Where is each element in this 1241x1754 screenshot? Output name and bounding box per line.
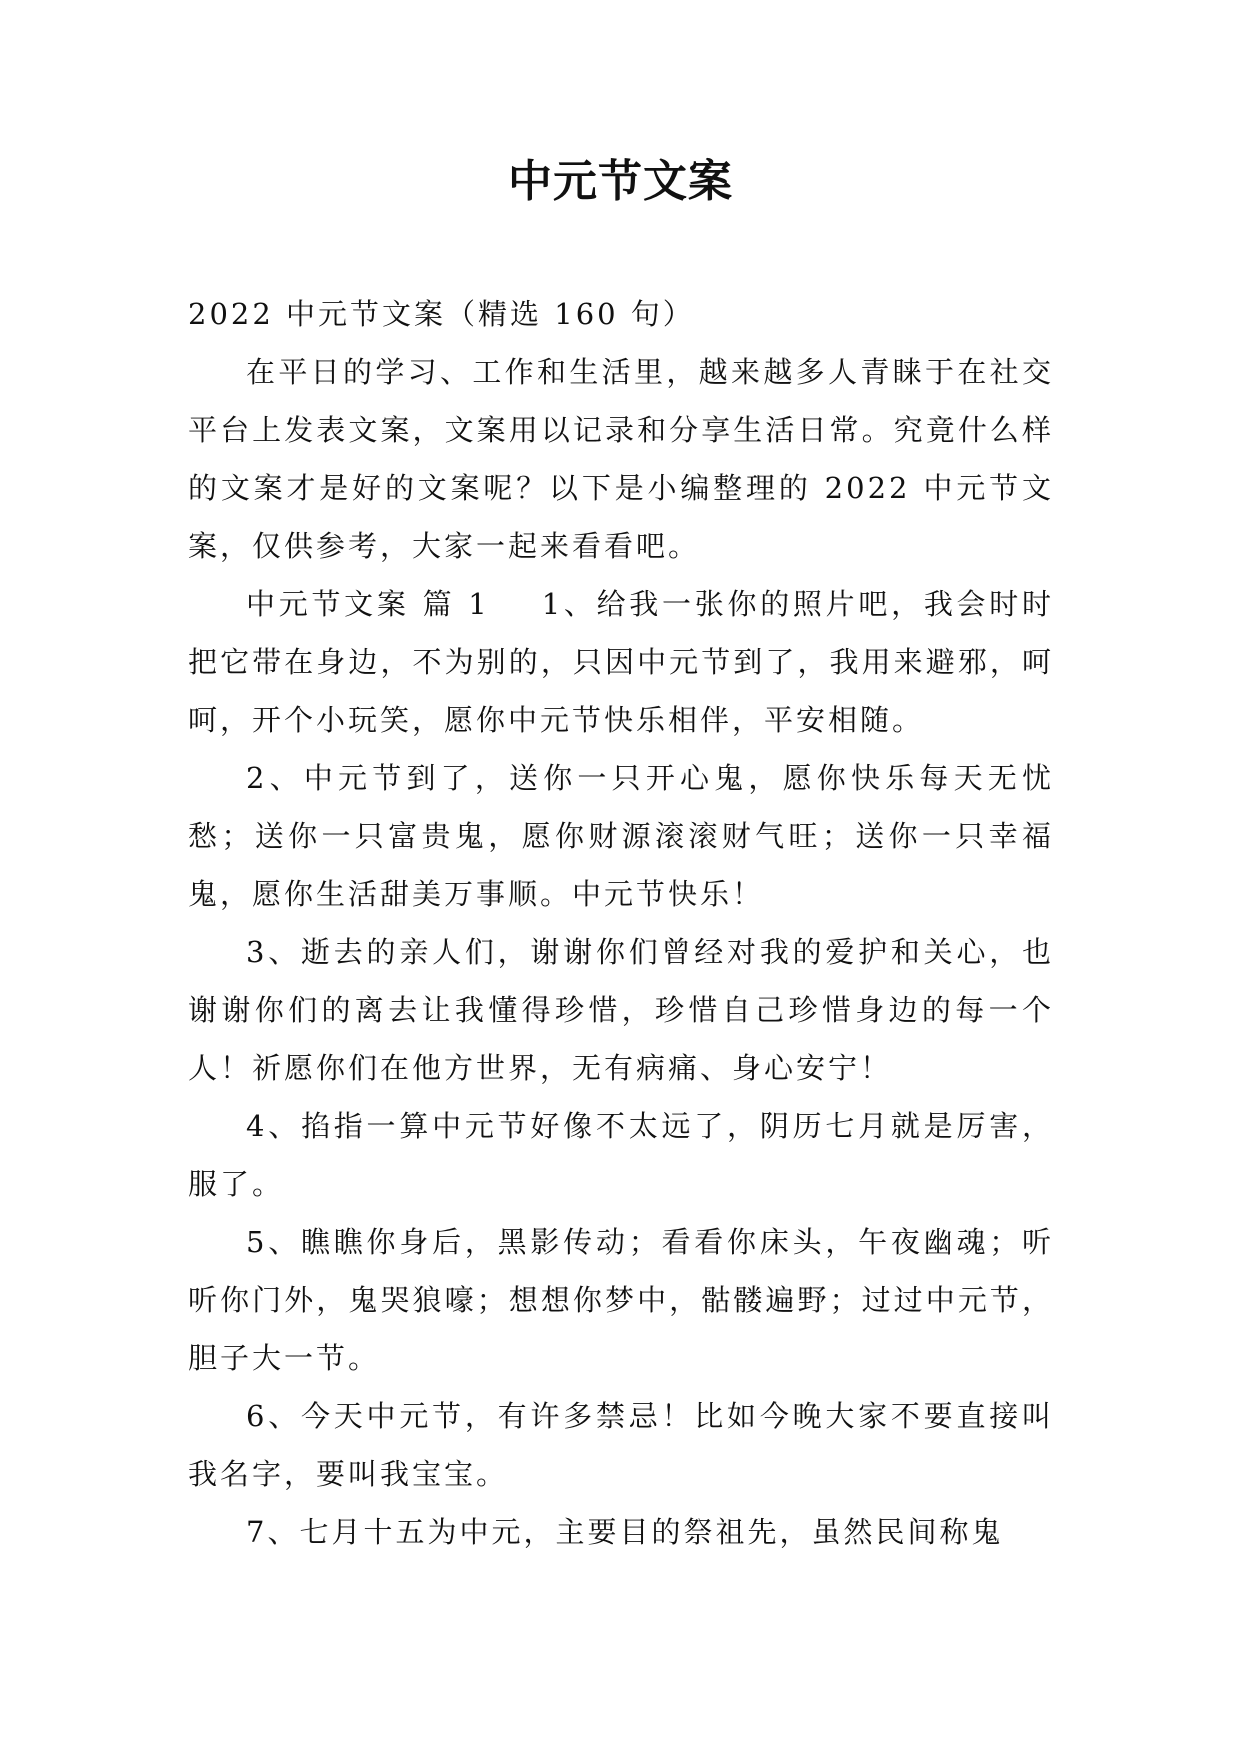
list-item: 4、掐指一算中元节好像不太远了，阴历七月就是厉害，服了。 [188, 1109, 1054, 1201]
list-item: 1、给我一张你的照片吧，我会时时把它带在身边，不为别的，只因中元节到了，我用来避邪，呵呵，开个小玩笑，愿你中元节快乐相伴，平安相随。 [188, 587, 1055, 737]
document-subtitle: 2022 中元节文案（精选 160 句） [188, 297, 695, 331]
document-body [188, 285, 1054, 1561]
list-item: 5、瞧瞧你身后，黑影传动；看看你床头，午夜幽魂；听听你门外，鬼哭狼嚎；想想你梦中，骷髅遍野；过过中元节，胆子大一节。 [188, 1225, 1054, 1375]
document-title: 中元节文案 [508, 156, 733, 207]
list-item: 7、七月十五为中元，主要目的祭祖先，虽然民间称鬼 [246, 1515, 1004, 1549]
list-item: 3、逝去的亲人们，谢谢你们曾经对我的爱护和关心，也谢谢你们的离去让我懂得珍惜，珍惜自己珍惜身边的每一个人！祈愿你们在他方世界，无有病痛、身心安宁！ [188, 935, 1054, 1085]
intro-paragraph: 在平日的学习、工作和生活里，越来越多人青睐于在社交平台上发表文案，文案用以记录和分享生活日常。究竟什么样的文案才是好的文案呢？以下是小编整理的 2022 中元节文案，仅供参考，大家一起来看看吧。 [188, 355, 1054, 563]
section-first-paragraph [188, 575, 1054, 749]
list-item: 2、中元节到了，送你一只开心鬼，愿你快乐每天无忧愁；送你一只富贵鬼，愿你财源滚滚财气旺；送你一只幸福鬼，愿你生活甜美万事顺。中元节快乐！ [188, 761, 1054, 911]
list-item: 6、今天中元节，有许多禁忌！比如今晚大家不要直接叫我名字，要叫我宝宝。 [188, 1399, 1054, 1491]
section-heading: 中元节文案 篇 1 [246, 587, 490, 621]
